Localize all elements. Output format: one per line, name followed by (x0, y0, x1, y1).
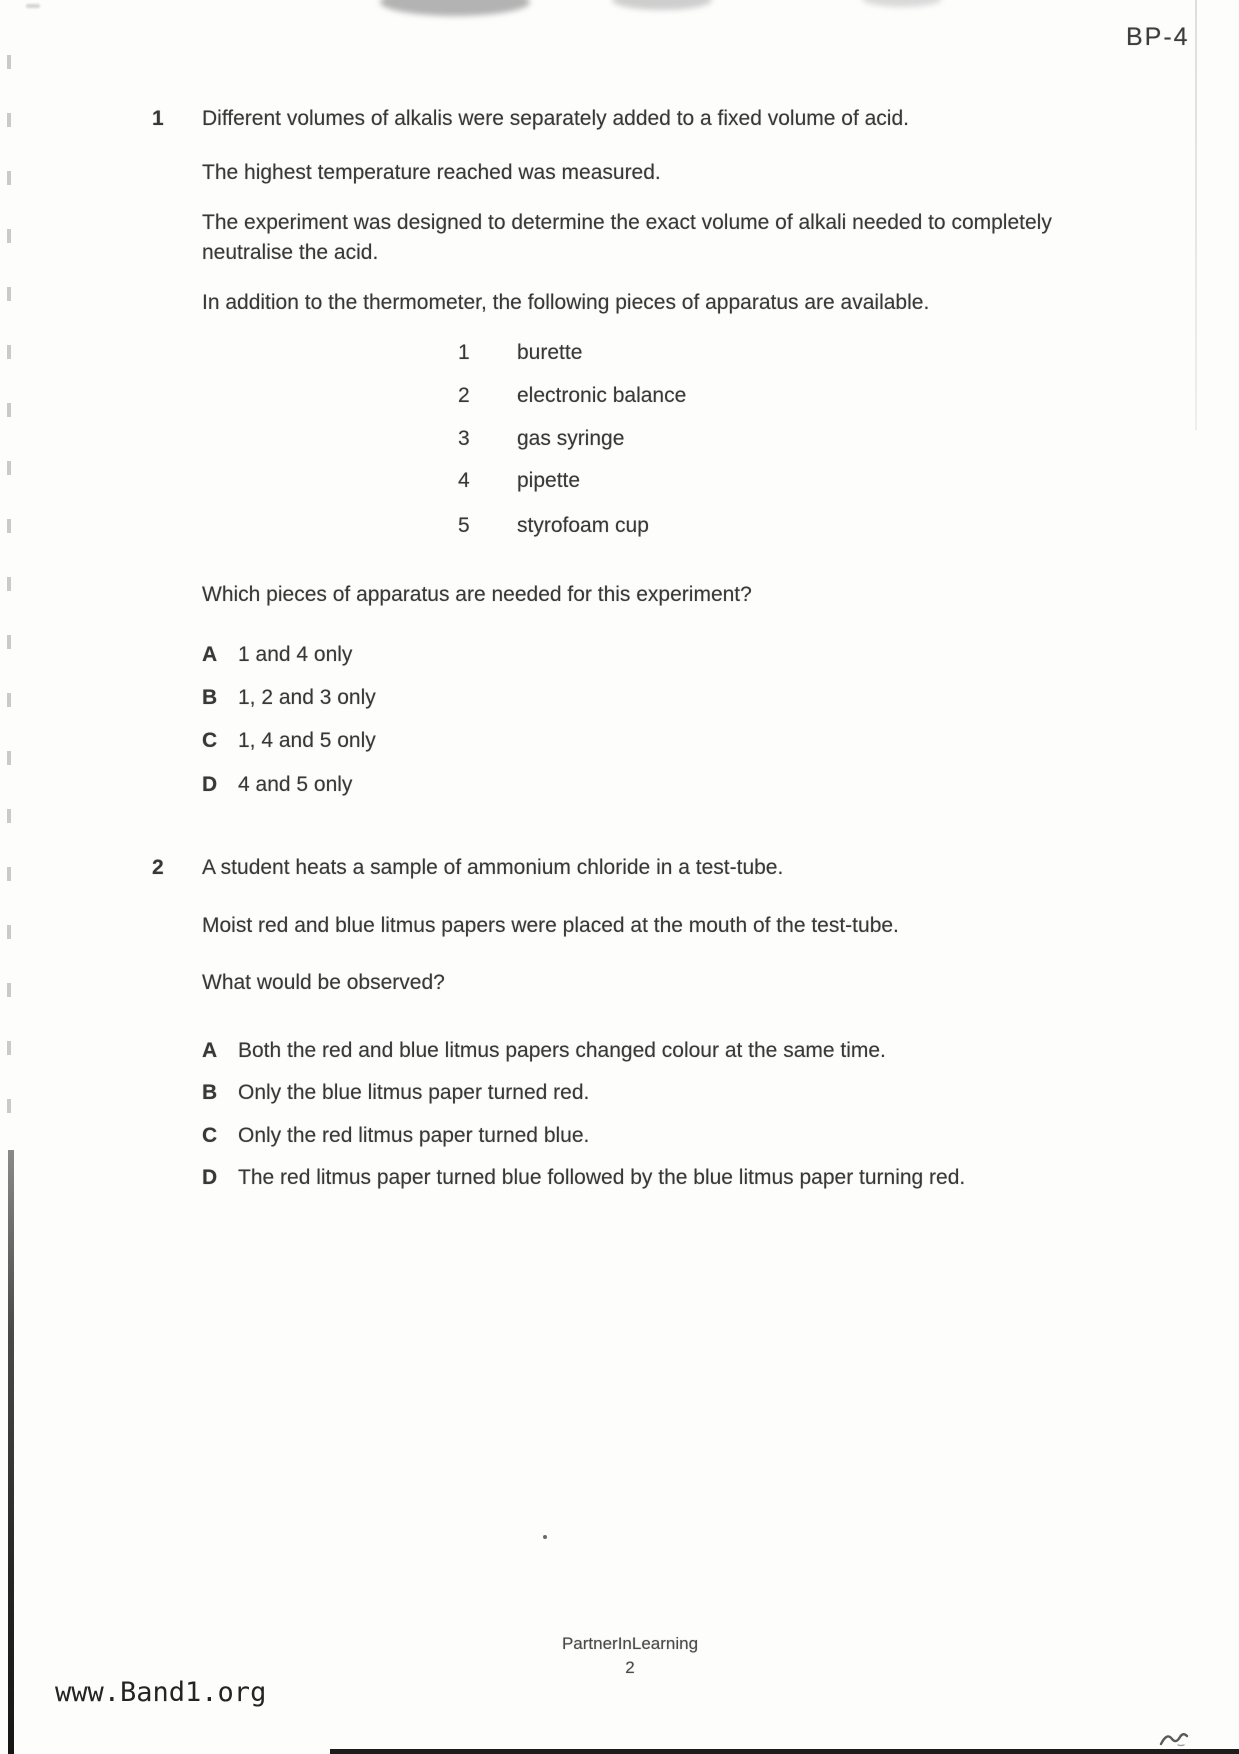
scan-smudge-top (612, 0, 712, 10)
option-text: 1, 4 and 5 only (238, 729, 376, 752)
question2-para1: A student heats a sample of ammonium chloride in a test-tube. (202, 856, 784, 879)
page-code: BP-4 (1126, 23, 1190, 51)
option-text: 4 and 5 only (238, 773, 353, 796)
option-letter: A (202, 643, 218, 666)
question2-prompt: What would be observed? (202, 971, 445, 994)
apparatus-item-number: 4 (458, 469, 470, 492)
apparatus-item-number: 5 (458, 514, 470, 537)
option-text: 1 and 4 only (238, 643, 353, 666)
option-letter: C (202, 1124, 218, 1147)
option-letter: D (202, 773, 218, 796)
option-letter: B (202, 1081, 218, 1104)
scan-right-edge-line (1195, 0, 1197, 430)
scan-pen-mark (1158, 1728, 1190, 1748)
question1-prompt: Which pieces of apparatus are needed for this experiment? (202, 583, 752, 606)
option-text: The red litmus paper turned blue followed by the blue litmus paper turning red. (238, 1166, 966, 1189)
apparatus-item-label: styrofoam cup (517, 514, 649, 537)
apparatus-item-number: 1 (458, 341, 470, 364)
question1-number: 1 (152, 107, 164, 130)
apparatus-item-label: burette (517, 341, 583, 364)
scan-left-edge-line (8, 1150, 14, 1754)
option-text: 1, 2 and 3 only (238, 686, 376, 709)
scan-speck (543, 1535, 547, 1539)
option-letter: B (202, 686, 218, 709)
question1-para3-line1: The experiment was designed to determine the exact volume of alkali needed to completely (202, 211, 1052, 234)
option-text: Only the red litmus paper turned blue. (238, 1124, 590, 1147)
apparatus-item-number: 3 (458, 427, 470, 450)
apparatus-item-label: electronic balance (517, 384, 687, 407)
question1-para3-line2: neutralise the acid. (202, 241, 379, 264)
question2-para2: Moist red and blue litmus papers were placed at the mouth of the test-tube. (202, 914, 899, 937)
apparatus-item-label: pipette (517, 469, 581, 492)
scan-smudge-top (862, 0, 942, 7)
option-text: Both the red and blue litmus papers changed colour at the same time. (238, 1039, 886, 1062)
scan-left-edge-dashes (7, 55, 11, 1155)
question2-number: 2 (152, 856, 164, 879)
option-text: Only the blue litmus paper turned red. (238, 1081, 590, 1104)
scan-smudge-corner (26, 4, 40, 8)
question1-para1: Different volumes of alkalis were separately added to a fixed volume of acid. (202, 107, 909, 130)
footer-page-number: 2 (625, 1658, 635, 1677)
question1-para4: In addition to the thermometer, the following pieces of apparatus are available. (202, 291, 930, 314)
scan-bottom-edge-strip (330, 1749, 1239, 1754)
apparatus-item-label: gas syringe (517, 427, 625, 450)
footer-watermark-url: www.Band1.org (55, 1677, 267, 1708)
question1-para2: The highest temperature reached was measured. (202, 161, 661, 184)
apparatus-item-number: 2 (458, 384, 470, 407)
option-letter: C (202, 729, 218, 752)
option-letter: D (202, 1166, 218, 1189)
footer-partner-text: PartnerInLearning (561, 1634, 699, 1653)
scan-smudge-top (380, 0, 530, 16)
option-letter: A (202, 1039, 218, 1062)
